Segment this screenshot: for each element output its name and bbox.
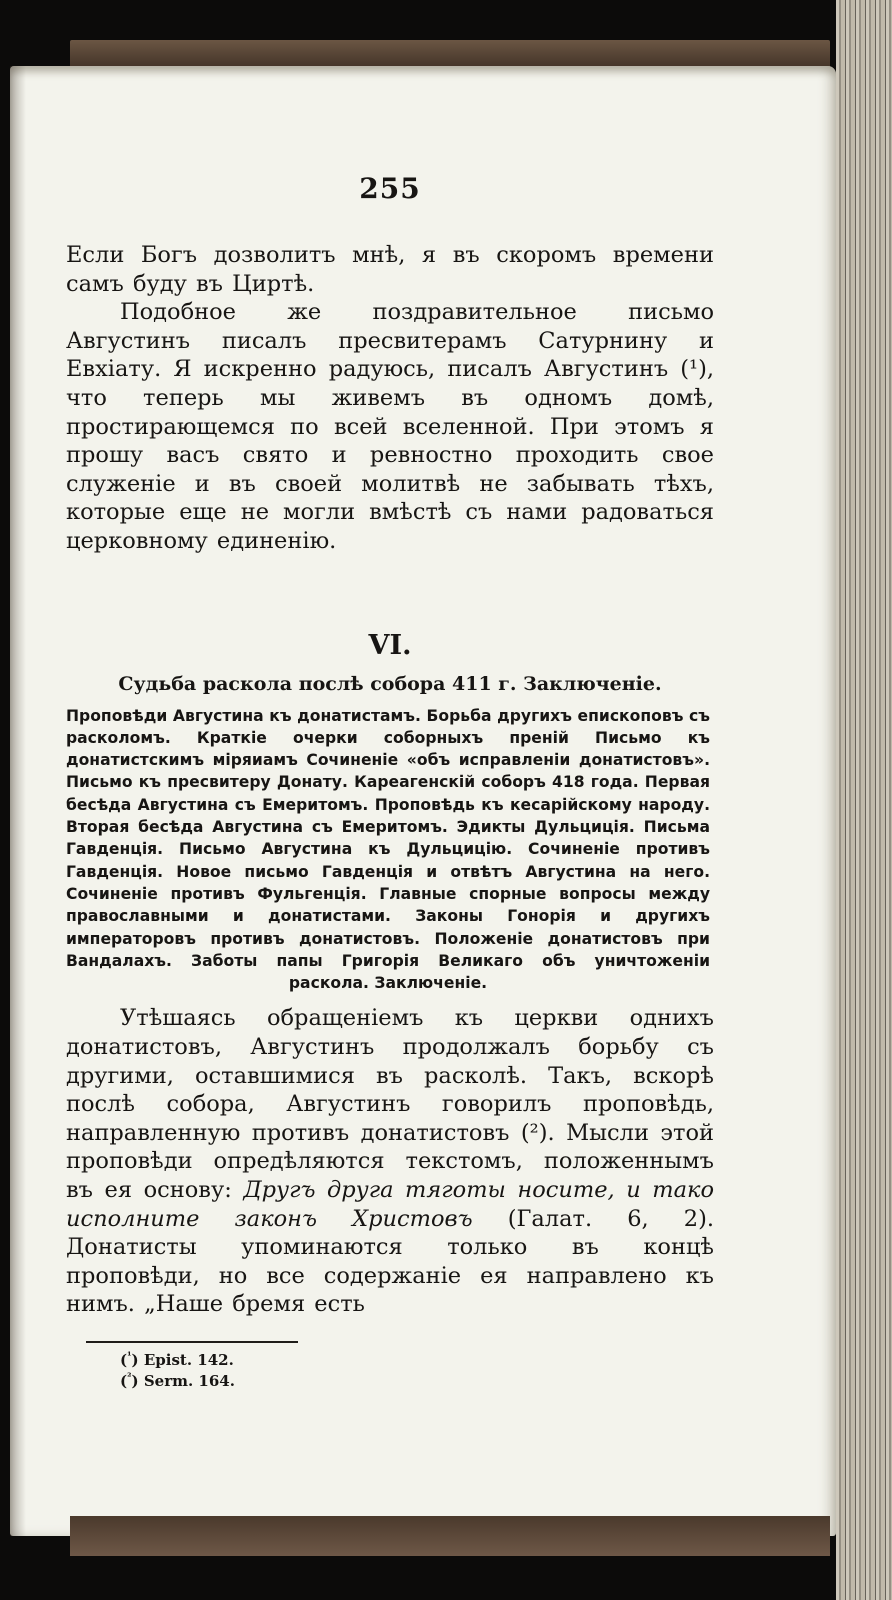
footnote-2-text: Serm. 164. [143,1371,235,1390]
chapter-title: Судьба раскола послѣ собора 411 г. Заключеніе. [118,672,662,695]
body-text-part1: Утѣшаясь обращеніемъ къ церкви однихъ донатистовъ, Августинъ продолжалъ борьбу съ другими, оставшимися въ расколѣ. Такъ, вскорѣ послѣ собора, Августинъ говорилъ проповѣдь, направленную противъ донатистовъ (²). Мысли этой проповѣди опредѣляются текстомъ, положеннымъ въ ея основу: [66,1005,714,1203]
paragraph-opening: Если Богъ дозволитъ мнѣ, я въ скоромъ времени самъ буду въ Циртѣ. [66,242,714,297]
page-edges [836,0,892,1600]
chapter-summary: Проповѣди Августина къ донатистамъ. Борьба другихъ епископовъ съ расколомъ. Краткіе очерки соборныхъ преній Письмо къ донатистскимъ міряиамъ Сочиненіе «объ исправленіи донатистовъ». Письмо къ пресвитеру Донату. Кареагенскій соборъ 418 года. Первая бесѣда Августина съ Емеритомъ. Проповѣдь къ кесарійскому народу. Вторая бесѣда Августина съ Емеритомъ. Эдикты Дульциція. Письма Гавденція. Письмо Августина къ Дульцицію. Сочиненіе противъ Гавденція. Новое письмо Гавденція и отвѣтъ Августина на него. Сочиненіе противъ Фульгенція. Главные спорные вопросы между православными и донатистами. Законы Гонорія и другихъ императоровъ противъ донатистовъ. Положеніе донатистовъ при Вандалахъ. Заботы папы Григорія Великаго объ уничтоженіи раскола. Заключеніе. [66,706,710,993]
page-number: 255 [359,172,421,205]
footnote-1: ($^{^1}$) Epist. 142. [120,1350,234,1369]
chapter-number: VI. [368,629,412,661]
page-gutter-shadow [10,66,26,1536]
scripture-quote: Другъ друга тяготы носите, и тако исполните законъ Христовъ [66,1176,715,1232]
page-content [66,172,714,1393]
footnote-2-mark: ² [127,1371,132,1383]
footnote-1-mark: ¹ [127,1350,132,1362]
footnote-rule [86,1341,298,1343]
paragraph-body [66,1004,714,1319]
paragraph-letter: Подобное же поздравительное письмо Августинъ писалъ пресвитерамъ Сатурнину и Евхіату. Я искренно радуюсь, писалъ Августинъ (¹), что теперь мы живемъ въ одномъ домѣ, простирающемся по всей вселенной. При этомъ я прошу васъ свято и ревностно проходить свое служеніе и въ своей молитвѣ не забывать тѣхъ, которые еще не могли вмѣстѣ съ нами радоваться церковному единенію. [66,299,714,554]
book-spine-bottom [70,1516,830,1556]
footnote-1-text: Epist. 142. [143,1350,234,1369]
body-text-part2: (Галат. 6, 2). Донатисты упоминаются только въ концѣ проповѣди, но все содержаніе ея направлено къ нимъ. „Наше бремя есть [66,1205,715,1318]
footnote-2: ($^{^2}$) Serm. 164. [120,1371,235,1390]
